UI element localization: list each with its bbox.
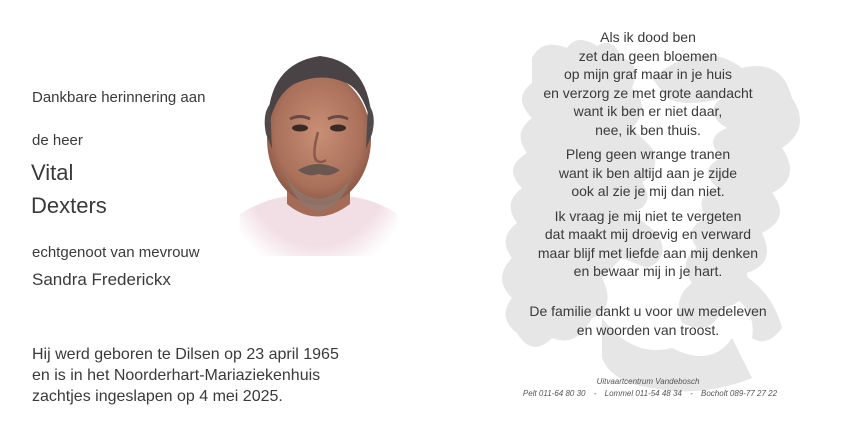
portrait-photo (232, 44, 402, 256)
first-name: Vital (31, 160, 74, 185)
contact-separator: - (593, 389, 597, 398)
poem-line: Ik vraag je mij niet te vergeten (554, 207, 742, 224)
poem-line: en verzorg ze met grote aandacht (543, 84, 753, 101)
bio-line: Hij werd geboren te Dilsen op 23 april 1965 (32, 346, 339, 363)
poem-stanza (500, 145, 796, 201)
poem-line: op mijn graf maar in je huis (563, 66, 733, 82)
thanks-line: en woorden van troost. (576, 321, 720, 338)
poem-stanza (500, 207, 796, 281)
honorific: de heer (32, 132, 83, 149)
portrait-photo-icon (232, 44, 402, 256)
poem-line: zet dan geen bloemen (578, 47, 718, 64)
poem-line: en bewaar mij in je hart. (573, 263, 723, 279)
funeral-home-name: Uitvaartcentrum Vandebosch (596, 377, 700, 386)
poem-stanza (500, 28, 796, 139)
poem-line: nee, ik ben thuis. (595, 121, 701, 138)
funeral-home-contacts (505, 389, 795, 398)
intro-text: Dankbare herinnering aan (32, 89, 206, 106)
last-name: Dexters (31, 193, 107, 218)
spouse-name: Sandra Frederickx (32, 270, 171, 289)
contact-bocholt: Bocholt 089-77 27 22 (701, 389, 778, 398)
biography (32, 344, 339, 407)
poem-line: want ik ben er niet daar, (573, 103, 723, 119)
spouse-label: echtgenoot van mevrouw (32, 244, 200, 261)
poem (500, 28, 796, 287)
poem-line: Pleng geen wrange tranen (565, 146, 731, 162)
family-thanks (500, 302, 796, 339)
contact-pelt: Pelt 011-64 80 30 (522, 389, 586, 398)
thanks-line: De familie dankt u voor uw medeleven (529, 303, 767, 319)
poem-line: Als ik dood ben (600, 29, 696, 45)
bio-line: en is in het Noorderhart-Mariaziekenhuis (32, 367, 321, 384)
bio-line: zachtjes ingeslapen op 4 mei 2025. (32, 388, 283, 405)
poem-line: maar blijf met liefde aan mij denken (537, 244, 759, 261)
poem-line: dat maakt mij droevig en verward (544, 226, 752, 242)
poem-line: want ik ben altijd aan je zijde (558, 164, 738, 181)
contact-separator: - (690, 389, 693, 398)
contact-lommel: Lommel 011-54 48 34 (604, 389, 682, 398)
poem-line: ook al zie je mij dan niet. (571, 183, 725, 199)
